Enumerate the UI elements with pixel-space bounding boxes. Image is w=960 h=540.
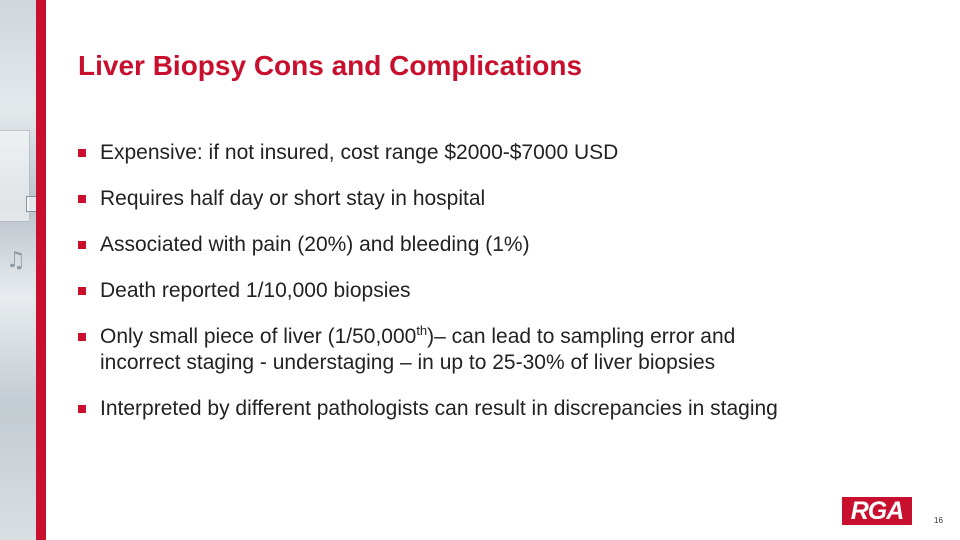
square-bullet-icon (78, 333, 86, 341)
bullet-item-death (78, 278, 938, 304)
bullet-text: Interpreted by different pathologists can result in discrepancies in staging (100, 397, 778, 420)
bullet-text: Expensive: if not insured, cost range $2000-$7000 USD (100, 141, 619, 164)
bullet-text: Requires half day or short stay in hospital (100, 187, 486, 210)
bullet-text: Associated with pain (20%) and bleeding (1%) (100, 233, 530, 256)
bullet-text: Death reported 1/10,000 biopsies (100, 279, 411, 302)
square-bullet-icon (78, 241, 86, 249)
bullet-text-part2: )– can lead to sampling error and (427, 325, 736, 348)
bullet-item-sampling-error (78, 324, 938, 376)
decorative-side-image (0, 0, 36, 540)
bullet-item-pain-bleeding (78, 232, 938, 258)
slide-title: Liver Biopsy Cons and Complications (78, 50, 583, 81)
faded-document-icon (26, 196, 36, 212)
bullet-item-cost (78, 140, 938, 166)
bullet-list (78, 140, 938, 442)
accent-red-bar (36, 0, 46, 540)
bullet-item-pathologists (78, 396, 938, 422)
bullet-item-hospital-stay (78, 186, 938, 212)
square-bullet-icon (78, 405, 86, 413)
page-number: 16 (934, 516, 943, 525)
bullet-text-line2: incorrect staging - understaging – in up to 25-30% of liver biopsies (100, 351, 716, 374)
bullet-text-part1: Only small piece of liver (1/50,000 (100, 325, 417, 348)
square-bullet-icon (78, 149, 86, 157)
superscript-th: th (416, 323, 428, 338)
square-bullet-icon (78, 287, 86, 295)
music-note-icon: ♫ (6, 248, 26, 273)
square-bullet-icon (78, 195, 86, 203)
rga-logo: RGA (842, 497, 912, 525)
